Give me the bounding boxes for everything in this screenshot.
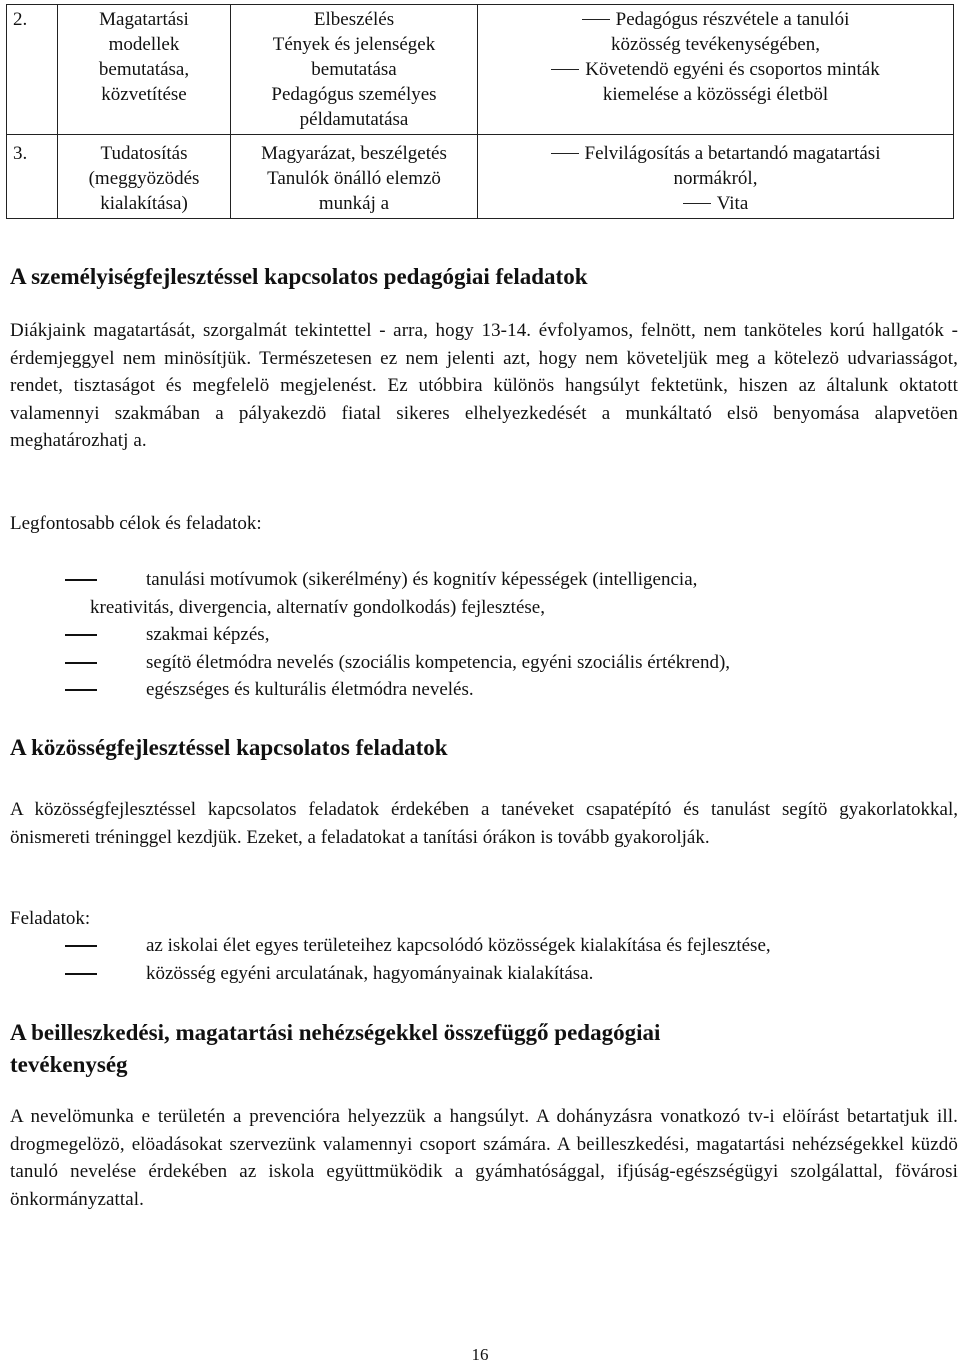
method-line: munkáj a [318, 193, 390, 214]
dash-bullet-icon [65, 579, 97, 581]
task-item: közösség egyéni arculatának, hagyományainak kialakítása. [10, 960, 950, 988]
phase-line: bemutatása, [98, 59, 190, 80]
activity-text: Felvilágosítás a betartandó magatartási [584, 143, 881, 164]
phase-line: közvetítése [101, 84, 187, 105]
method-line: példamutatása [299, 109, 409, 130]
activity-text: kiemelése a közösségi életböl [602, 84, 829, 105]
section-heading-community: A közösségfejlesztéssel kapcsolatos feladatok [10, 735, 448, 760]
phase-line: Tudatosítás [100, 143, 188, 164]
tasks-list [10, 932, 950, 987]
integration-paragraph: A nevelömunka e területén a prevencióra helyezzük a hangsúlyt. A dohányzásra vonatkozó tv-i elöírást betartatjuk ill. drogmegelözö, elöadásokat szervezünk valamennyi csoport számára. A beilleszkedési, magatartási nehézségekkel küzdö tanuló nevelése érdekében az iskola együttmüködik a gyámhatósággal, ifjúság-egészségügyi szolgálattal, fövárosi önkormányzattal. [10, 1106, 958, 1210]
goal-item: kreativitás, divergencia, alternatív gondolkodás) fejlesztése, [90, 596, 545, 618]
goals-label: Legfontosabb célok és feladatok: [10, 513, 262, 534]
phase-line: kialakítása) [100, 193, 188, 214]
phase-line: modellek [108, 34, 180, 55]
dash-bullet-icon [551, 69, 579, 71]
dash-bullet-icon [65, 689, 97, 691]
activity-line [484, 141, 947, 166]
activity-cell [478, 5, 954, 135]
activity-line [484, 166, 947, 191]
method-line: bemutatása [311, 59, 397, 80]
row-number: 2. [7, 5, 58, 135]
goal-item: szakmai képzés, [10, 621, 950, 649]
method-line: Elbeszélés [313, 9, 395, 30]
table-row [7, 5, 954, 135]
goal-item: egészséges és kulturális életmódra nevelés. [10, 676, 950, 704]
method-line: Tények és jelenségek [272, 34, 436, 55]
section-heading-personality: A személyiségfejlesztéssel kapcsolatos pedagógiai feladatok [10, 264, 588, 289]
phase-line: Magatartási [99, 9, 189, 30]
dash-bullet-icon [65, 945, 97, 947]
goal-item: segítö életmódra nevelés (szociális kompetencia, egyéni szociális értékrend), [10, 649, 950, 677]
phase-line: (meggyözödés [88, 168, 200, 189]
personality-paragraph: Diákjaink magatartását, szorgalmát tekintettel - arra, hogy 13-14. évfolyamos, felnött, nem tanköteles korú hallgatók - érdemjeggyel nem minösítjük. Természetesen ez nem jelenti azt, hogy nem követeljük meg a kötelezö udvariasságot, rendet, tisztaságot és megfelelö megjelenést. Ez utóbbira különös hangsúlyt fektetünk, hiszen az általunk oktatott valamennyi szakmában a pályakezdö fiatal sikeres elhelyezkedését a munkáltató elsö benyomása alapvetöen meghatározhatj a. [10, 320, 958, 451]
community-paragraph: A közösségfejlesztéssel kapcsolatos feladatok érdekében a tanéveket csapatépító és tanulást segítö gyakorlatokkal, önismereti tréninggel kezdjük. Ezeket, a feladatokat a tanítási órákon is tovább gyakorolják. [10, 799, 958, 848]
methods-table [6, 4, 954, 219]
method-line: Magyarázat, beszélgetés [261, 143, 447, 164]
method-line: Pedagógus személyes [271, 84, 437, 105]
row-number: 3. [7, 135, 58, 219]
dash-bullet-icon [65, 973, 97, 975]
phase-cell [58, 135, 231, 219]
section-heading-integration: A beilleszkedési, magatartási nehézségekkel összefüggő pedagógiai tevékenység [10, 1020, 661, 1077]
method-cell [231, 5, 478, 135]
activity-cell [478, 135, 954, 219]
goal-item: tanulási motívumok (sikerélmény) és kognitív képességek (intelligencia, [10, 566, 950, 594]
dash-bullet-icon [65, 662, 97, 664]
tasks-label: Feladatok: [10, 908, 91, 929]
dash-bullet-icon [582, 19, 610, 21]
method-line: Tanulók önálló elemzö [267, 168, 441, 189]
page-number: 16 [471, 1345, 489, 1364]
dash-bullet-icon [683, 203, 711, 205]
method-cell [231, 135, 478, 219]
activity-line [484, 191, 947, 216]
activity-text: Vita [716, 193, 749, 214]
activity-line [484, 57, 947, 82]
dash-bullet-icon [65, 634, 97, 636]
activity-line [484, 7, 947, 32]
phase-cell [58, 5, 231, 135]
activity-text: normákról, [673, 168, 758, 189]
activity-line [484, 32, 947, 57]
activity-text: közösség tevékenységében, [611, 34, 820, 55]
table-row [7, 135, 954, 219]
activity-text: Követendö egyéni és csoportos minták [585, 59, 880, 80]
dash-bullet-icon [551, 153, 579, 155]
activity-text: Pedagógus részvétele a tanulói [615, 9, 850, 30]
goals-list [10, 566, 950, 704]
activity-line [484, 82, 947, 107]
task-item: az iskolai élet egyes területeihez kapcsolódó közösségek kialakítása és fejlesztése, [10, 932, 950, 960]
